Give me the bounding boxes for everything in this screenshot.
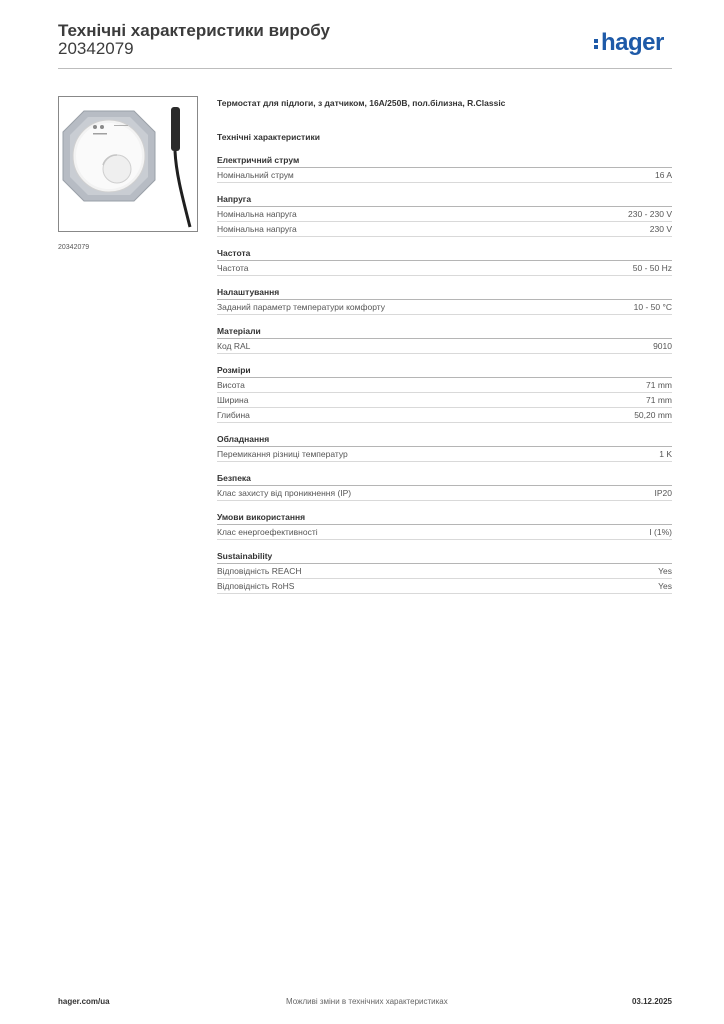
spec-value: IP20 [654, 488, 672, 498]
section-title: Матеріали [217, 325, 672, 339]
spec-value: Yes [658, 566, 672, 576]
spec-section [217, 286, 672, 315]
spec-row [217, 207, 672, 222]
header-divider [58, 68, 672, 69]
footer-disclaimer: Можливі зміни в технічних характеристиках [286, 997, 448, 1006]
product-code: 20342079 [58, 39, 134, 58]
section-title: Напруга [217, 193, 672, 207]
spec-row [217, 300, 672, 315]
hager-logo [594, 29, 664, 57]
thermostat-image-icon [59, 97, 197, 231]
spec-row [217, 408, 672, 423]
spec-row [217, 393, 672, 408]
footer-website: hager.com/ua [58, 997, 110, 1006]
section-title: Електричний струм [217, 154, 672, 168]
footer-date: 03.12.2025 [631, 997, 672, 1006]
spec-label: Клас захисту від проникнення (IP) [217, 488, 352, 498]
spec-value: 9010 [653, 341, 672, 351]
spec-label: Відповідність RoHS [217, 581, 295, 591]
spec-section [217, 511, 672, 540]
product-name: Термостат для підлоги, з датчиком, 16А/250В, пол.білизна, R.Classic [217, 98, 506, 108]
spec-row [217, 525, 672, 540]
spec-value: Yes [658, 581, 672, 591]
spec-row [217, 168, 672, 183]
spec-label: Номінальний струм [217, 170, 294, 180]
spec-label: Заданий параметр температури комфорту [217, 302, 385, 312]
spec-value: 10 - 50 °C [633, 302, 672, 312]
product-image [58, 96, 198, 232]
page-title: Технічні характеристики виробу [58, 21, 330, 40]
section-title: Sustainability [217, 550, 672, 564]
spec-value: 71 mm [646, 395, 672, 405]
spec-label: Відповідність REACH [217, 566, 302, 576]
spec-label: Номінальна напруга [217, 224, 297, 234]
spec-row [217, 579, 672, 594]
logo-dots-icon [594, 37, 599, 51]
spec-label: Перемикання різниці температур [217, 449, 348, 459]
spec-section [217, 154, 672, 183]
spec-section [217, 550, 672, 594]
spec-section [217, 433, 672, 462]
spec-label: Ширина [217, 395, 249, 405]
spec-label: Код RAL [217, 341, 251, 351]
spec-section [217, 325, 672, 354]
spec-value: 50,20 mm [634, 410, 672, 420]
spec-label: Номінальна напруга [217, 209, 297, 219]
spec-row [217, 339, 672, 354]
spec-row [217, 486, 672, 501]
spec-value: 230 V [649, 224, 672, 234]
spec-label: Висота [217, 380, 245, 390]
spec-value: 1 K [659, 449, 672, 459]
spec-row [217, 261, 672, 276]
logo-text: hager [601, 29, 664, 56]
spec-value: I (1%) [649, 527, 672, 537]
section-title: Розміри [217, 364, 672, 378]
image-caption: 20342079 [58, 244, 90, 251]
section-title: Налаштування [217, 286, 672, 300]
section-title: Умови використання [217, 511, 672, 525]
specs-heading: Технічні характеристики [217, 132, 320, 142]
spec-row [217, 564, 672, 579]
spec-panel [217, 96, 672, 594]
spec-section [217, 472, 672, 501]
spec-row [217, 378, 672, 393]
spec-label: Частота [217, 263, 249, 273]
spec-value: 230 - 230 V [628, 209, 672, 219]
spec-section [217, 193, 672, 237]
section-title: Безпека [217, 472, 672, 486]
spec-label: Глибина [217, 410, 250, 420]
spec-sections [217, 154, 672, 594]
spec-row [217, 447, 672, 462]
spec-section [217, 364, 672, 423]
section-title: Частота [217, 247, 672, 261]
spec-value: 50 - 50 Hz [632, 263, 672, 273]
spec-row [217, 222, 672, 237]
spec-value: 16 A [654, 170, 672, 180]
section-title: Обладнання [217, 433, 672, 447]
spec-value: 71 mm [646, 380, 672, 390]
spec-label: Клас енергоефективності [217, 527, 318, 537]
spec-section [217, 247, 672, 276]
